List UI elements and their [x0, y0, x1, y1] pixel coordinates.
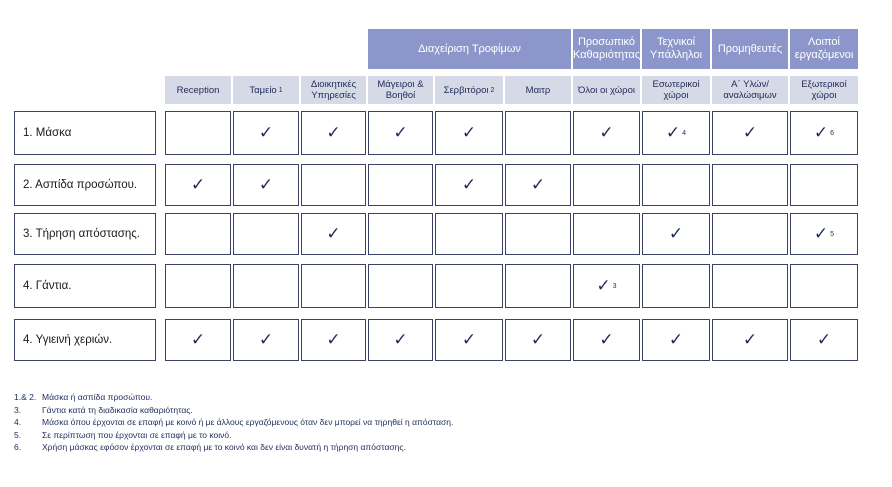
footnote-ref: 3 [612, 282, 617, 290]
column-header [642, 76, 710, 104]
check-icon: ✓ [813, 223, 829, 244]
footnote-ref: 5 [830, 230, 835, 238]
column-header-label: Ταμείο [249, 84, 277, 96]
footnote-ref: 1 [278, 86, 283, 94]
matrix-cell [165, 319, 231, 361]
matrix-cell [573, 319, 640, 361]
matrix-cell [573, 111, 640, 155]
check-icon: ✓ [813, 122, 829, 143]
column-header [505, 76, 571, 104]
matrix-cell [165, 164, 231, 206]
matrix-cell [368, 319, 433, 361]
matrix-cell [505, 264, 571, 308]
matrix-cell [573, 264, 640, 308]
matrix-cell [505, 164, 571, 206]
matrix-cell [573, 164, 640, 206]
matrix-cell [790, 264, 858, 308]
matrix-cell [712, 319, 788, 361]
matrix-cell [435, 319, 503, 361]
matrix-cell [165, 264, 231, 308]
row-label: 2. Ασπίδα προσώπου. [14, 164, 156, 206]
matrix-cell [790, 319, 858, 361]
footnote: 5. Σε περίπτωση που έρχονται σε επαφή με το κοινό. [14, 429, 232, 440]
column-header-label: Μάγειροι & Βοηθοί [377, 79, 424, 101]
matrix-cell [505, 213, 571, 255]
check-icon: ✓ [665, 122, 681, 143]
footnote-ref: 4 [682, 129, 687, 137]
check-icon: ✓ [599, 122, 614, 143]
matrix-cell [233, 264, 299, 308]
group-header-food: Διαχείριση Τροφίμων [368, 29, 571, 69]
check-icon: ✓ [596, 275, 611, 296]
matrix-cell [573, 213, 640, 255]
matrix-cell [642, 319, 710, 361]
check-icon: ✓ [258, 122, 274, 143]
column-header-label: Εξωτερικοί χώροι [801, 79, 847, 101]
footnote-ref: 2 [490, 86, 495, 94]
matrix-cell [712, 264, 788, 308]
column-header [233, 76, 299, 104]
matrix-cell [790, 213, 858, 255]
check-icon: ✓ [668, 329, 684, 350]
matrix-cell [642, 111, 710, 155]
footnote: 3. Γάντια κατά τη διαδικασία καθαριότητας. [14, 404, 193, 415]
column-header [368, 76, 433, 104]
column-header [301, 76, 366, 104]
check-icon: ✓ [461, 329, 477, 350]
matrix-cell [233, 319, 299, 361]
matrix-cell [505, 319, 571, 361]
matrix-cell [642, 213, 710, 255]
check-icon: ✓ [816, 329, 832, 350]
group-header-tech: Τεχνικοί Υπάλληλοι [642, 29, 710, 69]
matrix-cell [642, 164, 710, 206]
matrix-cell [790, 164, 858, 206]
check-icon: ✓ [599, 329, 614, 350]
footnotes [14, 391, 453, 454]
check-icon: ✓ [190, 329, 206, 350]
matrix-cell [435, 164, 503, 206]
column-header [435, 76, 503, 104]
group-header-other: Λοιποί εργαζόμενοι [790, 29, 858, 69]
matrix-cell [435, 264, 503, 308]
matrix-cell [368, 111, 433, 155]
matrix-cell [301, 213, 366, 255]
column-header-label: Μαιτρ [525, 84, 551, 96]
matrix-cell [505, 111, 571, 155]
matrix-cell [642, 264, 710, 308]
matrix-cell [233, 111, 299, 155]
row-label: 3. Τήρηση απόστασης. [14, 213, 156, 255]
matrix-cell [165, 111, 231, 155]
matrix-cell [368, 213, 433, 255]
matrix-cell [233, 164, 299, 206]
matrix-cell [233, 213, 299, 255]
check-icon: ✓ [668, 223, 684, 244]
matrix-cell [712, 111, 788, 155]
check-icon: ✓ [530, 174, 546, 195]
matrix-cell [301, 264, 366, 308]
column-header-label: Εσωτερικοί χώροι [652, 79, 700, 101]
check-icon: ✓ [393, 122, 408, 143]
row-label: 4. Υγιεινή χεριών. [14, 319, 156, 361]
matrix-cell [790, 111, 858, 155]
column-header-label: Reception [176, 84, 220, 96]
matrix-cell [301, 164, 366, 206]
group-header-clean: Προσωπικό Καθαριότητας [573, 29, 640, 69]
matrix-cell [165, 213, 231, 255]
matrix-cell [435, 213, 503, 255]
matrix-cell [301, 319, 366, 361]
check-icon: ✓ [461, 122, 477, 143]
group-header-supp: Προμηθευτές [712, 29, 788, 69]
matrix-cell [301, 111, 366, 155]
footnote: 6. Χρήση μάσκας εφόσον έρχονται σε επαφή με το κοινό και δεν είναι δυνατή η τήρηση απόστασης. [14, 442, 406, 452]
row-label: 4. Γάντια. [14, 264, 156, 308]
footnote-ref: 6 [830, 129, 835, 137]
check-icon: ✓ [530, 329, 546, 350]
check-icon: ✓ [326, 122, 341, 143]
row-label: 1. Μάσκα [14, 111, 156, 155]
matrix-cell [712, 164, 788, 206]
column-header-label: Α΄ Υλών/ αναλώσιμων [723, 79, 777, 101]
column-header-label: Διοικητικές Υπηρεσίες [310, 79, 357, 101]
check-icon: ✓ [742, 329, 758, 350]
footnote: 4. Μάσκα όπου έρχονται σε επαφή με κοινό ή με άλλους εργαζόμενους όταν δεν μπορεί να τηρηθεί η απόσταση. [14, 417, 454, 427]
column-header [165, 76, 231, 104]
column-header-label: Όλοι οι χώροι [578, 84, 635, 96]
column-header [573, 76, 640, 104]
matrix-cell [368, 264, 433, 308]
check-icon: ✓ [393, 329, 408, 350]
column-header [790, 76, 858, 104]
matrix-cell [712, 213, 788, 255]
column-header-label: Σερβιτόροι [443, 84, 489, 96]
column-header [712, 76, 788, 104]
matrix-cell [368, 164, 433, 206]
check-icon: ✓ [190, 174, 206, 195]
check-icon: ✓ [326, 223, 341, 244]
matrix-cell [435, 111, 503, 155]
check-icon: ✓ [461, 174, 477, 195]
footnote: 1.& 2. Μάσκα ή ασπίδα προσώπου. [14, 392, 153, 402]
check-icon: ✓ [258, 174, 274, 195]
check-icon: ✓ [326, 329, 341, 350]
check-icon: ✓ [742, 122, 758, 143]
check-icon: ✓ [258, 329, 274, 350]
